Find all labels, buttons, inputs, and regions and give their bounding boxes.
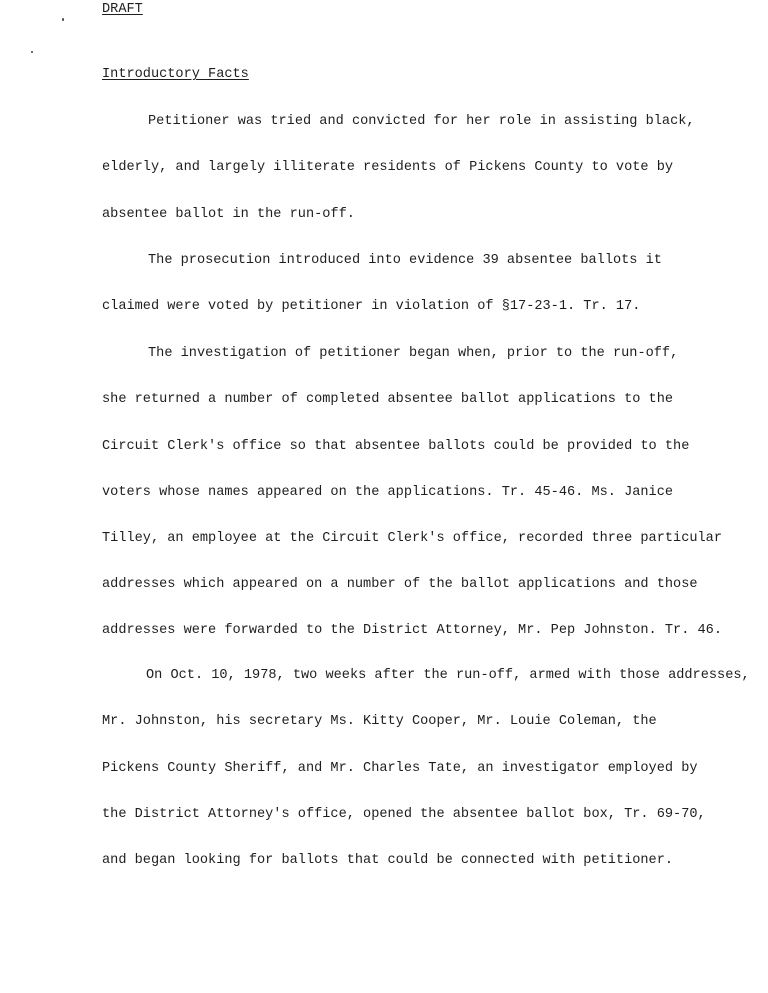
text-line: absentee ballot in the run-off. <box>102 207 355 222</box>
text-line: she returned a number of completed absentee ballot applications to the <box>102 392 674 407</box>
text-line: Mr. Johnston, his secretary Ms. Kitty Cooper, Mr. Louie Coleman, the <box>102 714 657 729</box>
text-line: The investigation of petitioner began when, prior to the run-off, <box>148 346 679 361</box>
text-line: voters whose names appeared on the applications. Tr. 45-46. Ms. Janice <box>102 485 674 500</box>
text-line: Petitioner was tried and convicted for her role in assisting black, <box>148 114 695 129</box>
text-line: Circuit Clerk's office so that absentee ballots could be provided to the <box>102 439 690 454</box>
text-line: addresses which appeared on a number of the ballot applications and those <box>102 577 698 592</box>
text-line: Tilley, an employee at the Circuit Clerk's office, recorded three particular <box>102 531 722 546</box>
text-line: addresses were forwarded to the District Attorney, Mr. Pep Johnston. Tr. 46. <box>102 623 722 638</box>
text-line: Pickens County Sheriff, and Mr. Charles Tate, an investigator employed by <box>102 761 698 776</box>
text-line: and began looking for ballots that could be connected with petitioner. <box>102 853 674 868</box>
speck <box>31 51 33 53</box>
text-line: On Oct. 10, 1978, two weeks after the run-off, armed with those addresses, <box>146 668 750 683</box>
draft-mark: DRAFT <box>102 2 143 17</box>
text-line: the District Attorney's office, opened the absentee ballot box, Tr. 69-70, <box>102 807 706 822</box>
text-line: The prosecution introduced into evidence 39 absentee ballots it <box>148 253 662 268</box>
text-line: claimed were voted by petitioner in violation of §17-23-1. Tr. 17. <box>102 299 641 314</box>
text-line: elderly, and largely illiterate residents of Pickens County to vote by <box>102 160 674 175</box>
speck <box>62 18 64 21</box>
section-heading: Introductory Facts <box>102 67 249 82</box>
